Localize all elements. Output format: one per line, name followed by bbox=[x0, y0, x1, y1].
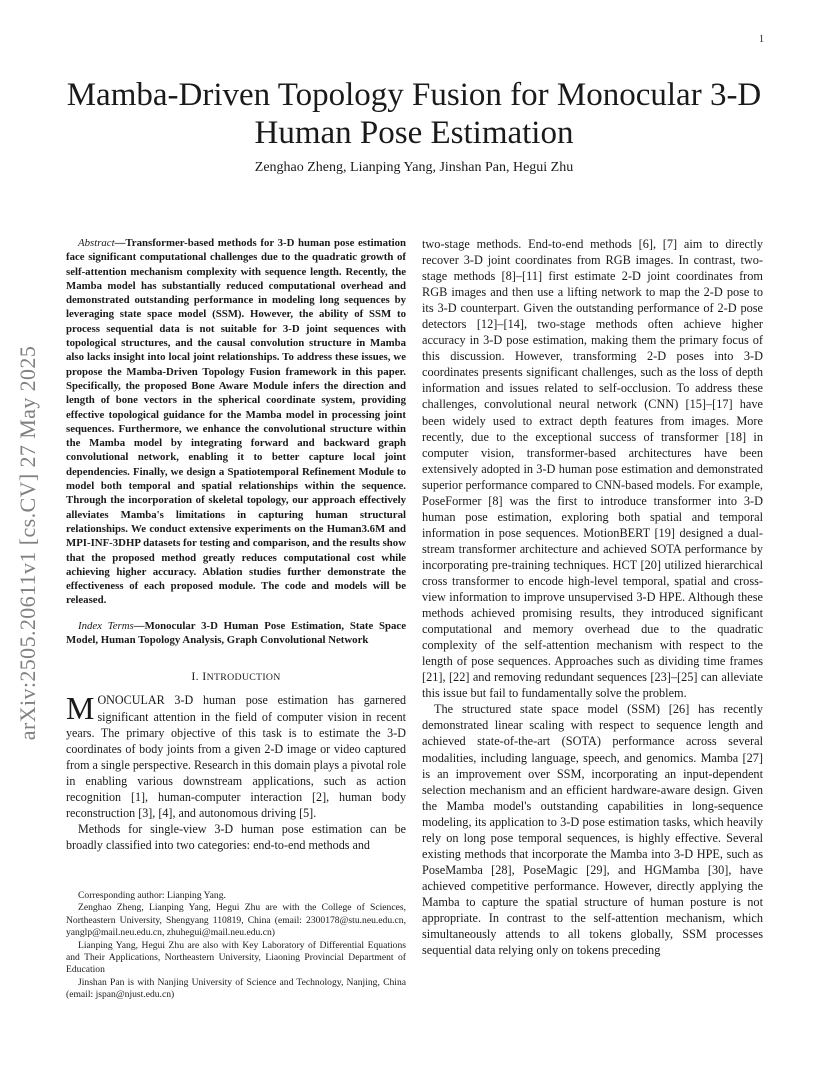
section-number: I. bbox=[191, 669, 199, 684]
index-terms bbox=[66, 619, 406, 648]
footnote-affiliation-2: Lianping Yang, Hegui Zhu are also with Key Laboratory of Differential Equations and Their Applications, Northeastern University, Liaoning Provincial Department of Education bbox=[66, 939, 406, 976]
section-title-rest: NTRODUCTION bbox=[206, 672, 281, 684]
arxiv-identifier bbox=[0, 298, 56, 788]
arxiv-identifier-text: arXiv:2505.20611v1 [cs.CV] 27 May 2025 bbox=[15, 345, 41, 741]
paper-title: Mamba-Driven Topology Fusion for Monocular 3-D Human Pose Estimation bbox=[66, 77, 762, 151]
footnotes bbox=[66, 890, 406, 1002]
abstract-text: —Transformer-based methods for 3-D human pose estimation face significant computational challenges due to the quadratic growth of self-attention mechanism complexity with sequence length. Recently, the Mamba model has substantially reduced computational overhead and demonstrated outstanding performance in modeling long sequences by leveraging state space model (SSM). However, the ability of SSM to process sequential data is not suitable for 3-D joint sequences with topological structures, and the causal convolution structure in Mamba also lacks insight into local joint relationships. To address these issues, we propose the Mamba-Driven Topology Fusion framework in this paper. Specifically, the proposed Bone Aware Module infers the direction and length of bone vectors in the spherical coordinate system, providing effective topological guidance for the Mamba model in processing joint sequences. Furthermore, we enhance the convolutional structure within the Mamba model by integrating forward and backward graph convolutional network, enabling it to better capture local joint dependencies. Finally, we design a Spatiotemporal Refinement Module to model both temporal and spatial relationships within the sequence. Through the incorporation of skeletal topology, our approach effectively alleviates Mamba's limitations in capturing human structural relationships. We conduct extensive experiments on the Human3.6M and MPI-INF-3DHP datasets for testing and comparison, and the results show that the proposed method greatly reduces computational cost while achieving higher accuracy. Ablation studies further demonstrate the effectiveness of each proposed module. The code and models will be released. bbox=[66, 237, 406, 607]
abstract bbox=[66, 236, 406, 608]
left-column bbox=[66, 236, 406, 853]
section-heading-introduction bbox=[66, 668, 406, 686]
author-list: Zenghao Zheng, Lianping Yang, Jinshan Pan, Hegui Zhu bbox=[254, 160, 574, 175]
intro-paragraph-2: Methods for single-view 3-D human pose estimation can be broadly classified into two categories: end-to-end methods and bbox=[66, 822, 406, 853]
index-terms-label: Index Terms bbox=[78, 619, 134, 632]
right-column bbox=[422, 236, 763, 958]
section-title-initial: I bbox=[202, 669, 207, 684]
index-terms-text: —Monocular 3-D Human Pose Estimation, State Space Model, Human Topology Analysis, Graph Convolutional Network bbox=[66, 619, 407, 647]
page-number: 1 bbox=[759, 34, 764, 45]
drop-cap: M bbox=[66, 690, 95, 727]
intro-paragraph-1 bbox=[66, 692, 406, 821]
footnote-affiliation-3: Jinshan Pan is with Nanjing University of Science and Technology, Nanjing, China (email: jspan@njust.edu.cn) bbox=[66, 976, 406, 1001]
right-paragraph-2: The structured state space model (SSM) [26] has recently demonstrated linear scaling with respect to sequence length and achieved state-of-the-art (SOTA) performance across several modalities, including language, speech, and genomics. Mamba [27] is an improvement over SSM, incorporating an input-dependent selection mechanism and an efficient hardware-aware design. Given the Mamba model's outstanding capabilities in long-sequence modeling, its application to 3-D pose estimation tasks, which heavily rely on long pose temporal sequences, is highly effective. Several existing methods that incorporate the Mamba into 3-D HPE, such as PoseMamba [28], PoseMagic [29], and HGMamba [30], have achieved competitive performance. However, directly applying the Mamba to capture the spatial structure of human posture is not appropriate. In contrast to the self-attention mechanism, which simultaneously attends to all tokens globally, SSM processes sequential data relying only on tokens preceding bbox=[422, 702, 763, 958]
intro-paragraph-1-text: ONOCULAR 3-D human pose estimation has garnered significant attention in the field of computer vision in recent years. The primary objective of this task is to estimate the 3-D coordinates of body joints from a given 2-D image or video captured from a single perspective. Research in this domain plays a pivotal role in enabling various downstream applications, such as action recognition [1], human-computer interaction [2], human body reconstruction [3], [4], and autonomous driving [5]. bbox=[66, 693, 406, 821]
right-paragraph-1: two-stage methods. End-to-end methods [6], [7] aim to directly recover 3-D joint coordinates from RGB images. In contrast, two-stage methods [8]–[11] first estimate 2-D joint coordinates from RGB images and then use a lifting network to map the 2-D pose to its 3-D counterpart. Given the outstanding performance of 2-D pose detectors [12]–[14], two-stage methods often achieve higher accuracy in 3-D pose estimation, making them the primary focus of this discussion. However, transforming 2-D poses into 3-D coordinates presents significant challenges, such as the loss of depth information and issues related to self-occlusion. To address these challenges, convolutional neural network (CNN) [15]–[17] have been widely used to extract depth features from images. More recently, due to the exceptional success of transformer [18] in computer vision, transformer-based architectures have been extensively adopted in 3-D human pose estimation and demonstrated superior performance compared to CNN-based models. For example, PoseFormer [8] was the first to introduce transformer into 3-D human pose estimation, exploring both spatial and temporal information in pose sequences. MotionBERT [19] designed a dual-stream transformer architecture and achieved SOTA performance by incorporating pre-training techniques. HCT [20] utilized hierarchical cross transformer to encode high-level temporal, spatial and cross-view information to improve unsupervised 3-D HPE. Although these methods achieved promising results, they introduced significant computational and memory overhead due to the quadratic complexity of the self-attention mechanism with respect to the length of pose sequences. Approaches such as dividing time frames [21], [22] and removing redundant sequences [23]–[25] can alleviate this issue but fail to fundamentally solve the problem. bbox=[422, 237, 763, 701]
abstract-label: Abstract bbox=[78, 237, 115, 249]
footnote-corresponding: Corresponding author: Lianping Yang. bbox=[78, 890, 226, 901]
footnote-affiliation-1: Zenghao Zheng, Lianping Yang, Hegui Zhu are with the College of Sciences, Northeastern University, Shengyang 110819, China (email: 2300178@stu.neu.edu.cn, yanglp@mail.neu.edu.cn, zhuhegui@mail.neu.edu.cn) bbox=[66, 902, 406, 939]
